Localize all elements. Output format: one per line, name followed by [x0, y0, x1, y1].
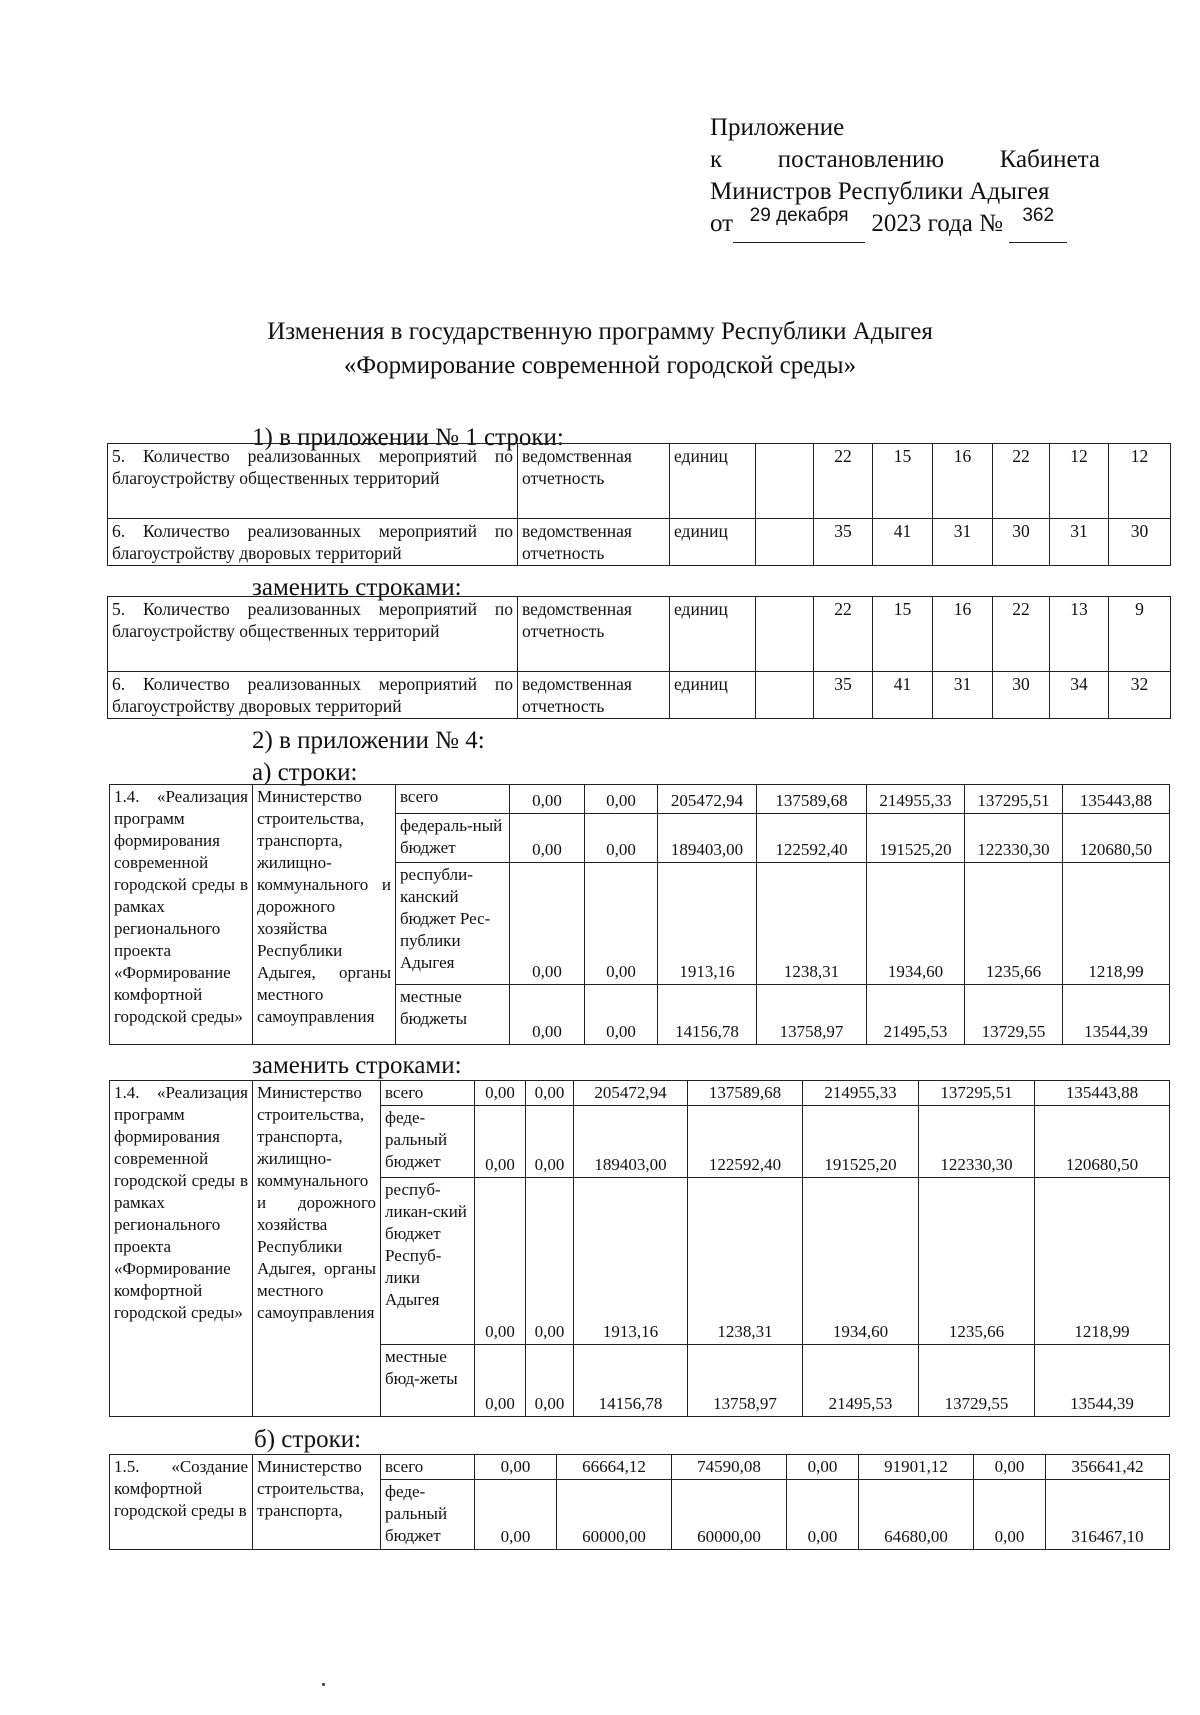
amount-cell: 189403,00: [658, 814, 757, 863]
indicator-blank: [756, 519, 814, 566]
measure-name: 1.4. «Реализация программ формирования современной городской среды в рамках регионального проекта «Формирование комфортной городской среды»: [110, 785, 253, 1045]
amount-cell: 0,00: [510, 985, 585, 1045]
amount-cell: 0,00: [475, 1480, 557, 1550]
amount-cell: 0,00: [475, 1455, 557, 1480]
measure-name: 1.5. «Создание комфортной городской среды в: [110, 1455, 253, 1550]
amount-cell: 0,00: [475, 1178, 526, 1345]
date-handwritten: 29 декабря: [749, 205, 849, 226]
indicator-value: 30: [993, 672, 1050, 719]
year-text: 2023 года №: [871, 210, 1003, 237]
indicator-source: ведомственная отчетность: [518, 672, 670, 719]
indicator-name: 5. Количество реализованных мероприятий по благоустройству общественных территорий: [108, 444, 518, 519]
amount-cell: 1218,99: [1035, 1178, 1170, 1345]
amount-cell: 13544,39: [1063, 985, 1170, 1045]
amount-cell: 122592,40: [688, 1106, 803, 1178]
indicator-value: 16: [933, 444, 993, 519]
indicator-unit: единиц: [670, 597, 756, 672]
date-field: [733, 205, 865, 243]
table-row: [110, 1455, 1170, 1480]
amount-cell: 0,00: [526, 1081, 574, 1106]
amount-cell: 191525,20: [803, 1106, 919, 1178]
amount-cell: 21495,53: [867, 985, 965, 1045]
table-row: [108, 444, 1171, 519]
amount-cell: 1218,99: [1063, 863, 1170, 985]
section1-replace-heading: заменить строками:: [252, 574, 462, 601]
amount-cell: 14156,78: [658, 985, 757, 1045]
amount-cell: 0,00: [475, 1345, 526, 1417]
indicator-name: 6. Количество реализованных мероприятий по благоустройству дворовых территорий: [108, 519, 518, 566]
indicator-name: 6. Количество реализованных мероприятий по благоустройству дворовых территорий: [108, 672, 518, 719]
indicator-value: 35: [814, 672, 873, 719]
table-row: [110, 1081, 1170, 1106]
amount-cell: 1238,31: [757, 863, 867, 985]
section2-sub-b: б) строки:: [254, 1426, 362, 1453]
measure-executor: Министерство строительства, транспорта,: [253, 1455, 381, 1550]
source-label: феде-ральный бюджет: [381, 1106, 475, 1178]
amount-cell: 1934,60: [803, 1178, 919, 1345]
table-row: [108, 519, 1171, 566]
source-label: респуб-ликан-ский бюджет Респуб-лики Адыгея: [381, 1178, 475, 1345]
source-label: всего: [396, 785, 510, 814]
amount-cell: 91901,12: [859, 1455, 974, 1480]
amount-cell: 189403,00: [574, 1106, 688, 1178]
amount-cell: 0,00: [526, 1106, 574, 1178]
measure-name: 1.4. «Реализация программ формирования современной городской среды в рамках регионального проекта «Формирование комфортной городской среды»: [110, 1081, 253, 1417]
date-prefix: от: [710, 210, 734, 237]
amount-cell: 0,00: [585, 863, 658, 985]
amount-cell: 0,00: [526, 1178, 574, 1345]
indicator-unit: единиц: [670, 444, 756, 519]
indicator-value: 31: [933, 519, 993, 566]
indicator-value: 15: [873, 597, 933, 672]
amount-cell: 214955,33: [803, 1081, 919, 1106]
source-label: местные бюд-жеты: [381, 1345, 475, 1417]
indicator-value: 22: [814, 597, 873, 672]
indicator-unit: единиц: [670, 519, 756, 566]
amount-cell: 0,00: [974, 1455, 1046, 1480]
source-label: местные бюджеты: [396, 985, 510, 1045]
table-row: [110, 785, 1170, 814]
indicator-name: 5. Количество реализованных мероприятий по благоустройству общественных территорий: [108, 597, 518, 672]
amount-cell: 214955,33: [867, 785, 965, 814]
amount-cell: 74590,08: [672, 1455, 787, 1480]
number-field: [1009, 205, 1067, 243]
amount-cell: 0,00: [510, 814, 585, 863]
amount-cell: 205472,94: [574, 1081, 688, 1106]
document-title: [0, 315, 1200, 383]
amount-cell: 120680,50: [1035, 1106, 1170, 1178]
amount-cell: 1235,66: [965, 863, 1063, 985]
amount-cell: 60000,00: [672, 1480, 787, 1550]
amount-cell: 66664,12: [557, 1455, 672, 1480]
amount-cell: 316467,10: [1046, 1480, 1170, 1550]
source-label: феде-ральный бюджет: [381, 1480, 475, 1550]
amount-cell: 21495,53: [803, 1345, 919, 1417]
amount-cell: 137295,51: [919, 1081, 1035, 1106]
amount-cell: 1235,66: [919, 1178, 1035, 1345]
cabinet-word: Кабинета: [999, 146, 1100, 173]
appendix-header: [710, 112, 1100, 243]
amount-cell: 1913,16: [574, 1178, 688, 1345]
section2-sub-a: а) строки:: [252, 759, 358, 786]
number-handwritten: 362: [1022, 205, 1055, 226]
indicator-value: 30: [1109, 519, 1171, 566]
section2-a-new-table: [109, 1080, 1170, 1417]
indicator-value: 13: [1050, 597, 1109, 672]
section1-new-table: [107, 596, 1171, 719]
indicator-value: 31: [1050, 519, 1109, 566]
amount-cell: 1238,31: [688, 1178, 803, 1345]
indicator-source: ведомственная отчетность: [518, 519, 670, 566]
amount-cell: 13729,55: [919, 1345, 1035, 1417]
indicator-value: 41: [873, 672, 933, 719]
resolution-k: к: [710, 146, 723, 173]
amount-cell: 0,00: [510, 785, 585, 814]
amount-cell: 0,00: [585, 985, 658, 1045]
amount-cell: 13729,55: [965, 985, 1063, 1045]
indicator-blank: [756, 597, 814, 672]
amount-cell: 122330,30: [965, 814, 1063, 863]
amount-cell: 13758,97: [757, 985, 867, 1045]
indicator-value: 15: [873, 444, 933, 519]
amount-cell: 191525,20: [867, 814, 965, 863]
indicator-value: 12: [1109, 444, 1171, 519]
title-line-2: «Формирование современной городской среды»: [343, 352, 857, 379]
amount-cell: 122330,30: [919, 1106, 1035, 1178]
indicator-value: 22: [993, 597, 1050, 672]
measure-executor: Министерство строительства, транспорта, жилищно-коммунального и дорожного хозяйства Республики Адыгея, органы местного самоуправления: [253, 1081, 381, 1417]
amount-cell: 0,00: [585, 814, 658, 863]
indicator-value: 22: [993, 444, 1050, 519]
section2-a-old-table: [109, 784, 1170, 1045]
amount-cell: 0,00: [787, 1455, 859, 1480]
indicator-value: 41: [873, 519, 933, 566]
section1-old-table: [107, 443, 1171, 566]
table-row: [108, 597, 1171, 672]
indicator-value: 9: [1109, 597, 1171, 672]
indicator-blank: [756, 444, 814, 519]
indicator-value: 12: [1050, 444, 1109, 519]
measure-executor: Министерство строительства, транспорта, жилищно-коммунального и дорожного хозяйства Республики Адыгея, органы местного самоуправления: [253, 785, 396, 1045]
amount-cell: 135443,88: [1035, 1081, 1170, 1106]
amount-cell: 60000,00: [557, 1480, 672, 1550]
section2-b-old-table: [109, 1454, 1170, 1550]
source-label: всего: [381, 1081, 475, 1106]
ministers-line: Министров Республики Адыгея: [710, 178, 1050, 205]
amount-cell: 13758,97: [688, 1345, 803, 1417]
amount-cell: 0,00: [475, 1106, 526, 1178]
amount-cell: 137589,68: [757, 785, 867, 814]
amount-cell: 120680,50: [1063, 814, 1170, 863]
title-line-1: Изменения в государственную программу Республики Адыгея: [267, 318, 933, 345]
date-line: [710, 205, 1100, 243]
amount-cell: 0,00: [585, 785, 658, 814]
resolution-line: [710, 144, 1100, 176]
amount-cell: 0,00: [510, 863, 585, 985]
appendix-label: Приложение: [710, 114, 845, 141]
indicator-unit: единиц: [670, 672, 756, 719]
amount-cell: 122592,40: [757, 814, 867, 863]
indicator-value: 30: [993, 519, 1050, 566]
indicator-value: 16: [933, 597, 993, 672]
amount-cell: 135443,88: [1063, 785, 1170, 814]
table-row: [108, 672, 1171, 719]
indicator-value: 32: [1109, 672, 1171, 719]
source-label: республи-канский бюджет Рес-публики Адыгея: [396, 863, 510, 985]
source-label: федераль-ный бюджет: [396, 814, 510, 863]
amount-cell: 0,00: [475, 1081, 526, 1106]
amount-cell: 0,00: [787, 1480, 859, 1550]
indicator-value: 31: [933, 672, 993, 719]
amount-cell: 14156,78: [574, 1345, 688, 1417]
indicator-value: 34: [1050, 672, 1109, 719]
amount-cell: 1913,16: [658, 863, 757, 985]
indicator-source: ведомственная отчетность: [518, 444, 670, 519]
indicator-blank: [756, 672, 814, 719]
section1-heading: 1) в приложении № 1 строки:: [252, 424, 564, 451]
amount-cell: 205472,94: [658, 785, 757, 814]
scan-speck: [322, 1683, 325, 1686]
amount-cell: 64680,00: [859, 1480, 974, 1550]
indicator-source: ведомственная отчетность: [518, 597, 670, 672]
amount-cell: 0,00: [974, 1480, 1046, 1550]
amount-cell: 137295,51: [965, 785, 1063, 814]
amount-cell: 0,00: [526, 1345, 574, 1417]
indicator-value: 35: [814, 519, 873, 566]
section2-replace-heading: заменить строками:: [252, 1052, 462, 1079]
amount-cell: 137589,68: [688, 1081, 803, 1106]
section2-heading: 2) в приложении № 4:: [252, 727, 485, 754]
resolution-word: постановлению: [777, 146, 945, 173]
indicator-value: 22: [814, 444, 873, 519]
amount-cell: 1934,60: [867, 863, 965, 985]
amount-cell: 13544,39: [1035, 1345, 1170, 1417]
source-label: всего: [381, 1455, 475, 1480]
amount-cell: 356641,42: [1046, 1455, 1170, 1480]
